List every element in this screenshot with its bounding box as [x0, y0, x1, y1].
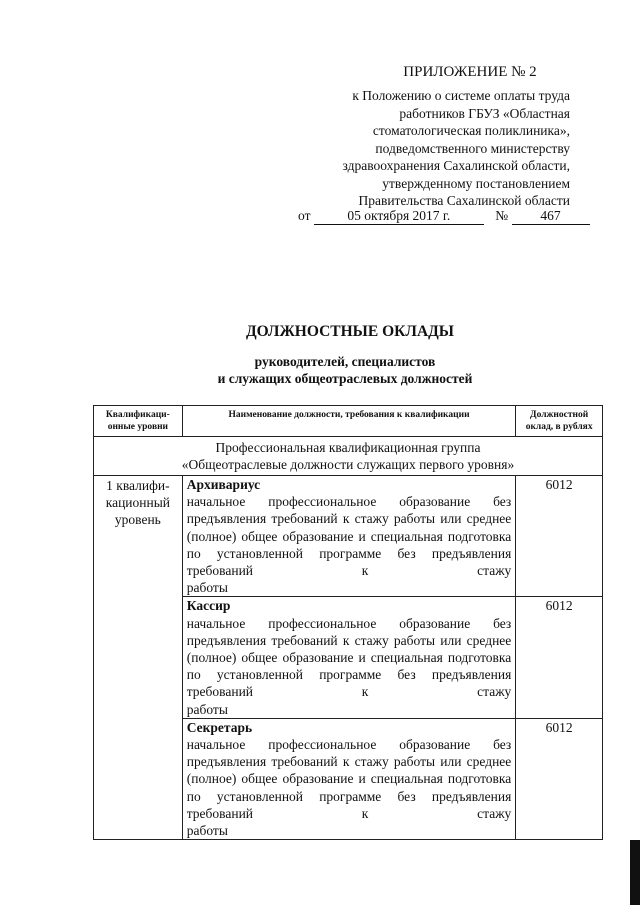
subtitle-line: руководителей, специалистов	[254, 354, 436, 369]
group-line: Профессиональная квалификационная группа	[215, 440, 481, 455]
appendix-line: к Положению о системе оплаты труда	[352, 88, 570, 103]
document-heading	[0, 323, 640, 387]
appendix-title: ПРИЛОЖЕНИЕ № 2	[403, 64, 537, 80]
column-header-salary: Должностной оклад, в рублях	[516, 406, 603, 437]
appendix-line: Правительства Сахалинской области	[358, 193, 570, 208]
appendix-text	[300, 87, 600, 210]
date-prefix: от	[298, 208, 311, 223]
group-line: «Общеотраслевые должности служащих первого уровня»	[181, 457, 515, 472]
appendix-line: здравоохранения Сахалинской области,	[342, 158, 570, 173]
position-requirement: начальное профессиональное образование без предъявления требований к стажу работы или среднее (полное) общее образование и специальная подготовка по установленной программе без предъявления требований к стажу	[186, 615, 512, 700]
position-title: Кассир	[186, 598, 231, 614]
appendix-line: стоматологическая поликлиника»,	[372, 123, 570, 138]
position-requirement-end: работы	[186, 823, 228, 839]
page-title: ДОЛЖНОСТНЫЕ ОКЛАДЫ	[245, 323, 455, 340]
position-title: Секретарь	[186, 719, 253, 735]
appendix-line: утвержденному постановлением	[382, 175, 570, 191]
table-row	[94, 476, 603, 597]
position-cell	[182, 476, 516, 597]
table-header-row	[94, 406, 603, 437]
position-requirement: начальное профессиональное образование без предъявления требований к стажу работы или среднее (полное) общее образование и специальная подготовка по установленной программе без предъявления требований к стажу	[186, 737, 512, 821]
group-row	[94, 437, 603, 476]
number-prefix: №	[495, 208, 509, 223]
position-cell	[182, 597, 516, 718]
position-requirement-end: работы	[186, 701, 228, 717]
position-requirement: начальное профессиональное образование без предъявления требований к стажу работы или среднее (полное) общее образование и специальная подготовка по установленной программе без предъявления требований к стажу	[186, 494, 512, 579]
subtitle-line: и служащих общеотраслевых должностей	[217, 371, 473, 386]
column-header-position: Наименование должности, требования к квалификации	[182, 406, 516, 437]
position-cell	[182, 718, 516, 839]
position-requirement-end: работы	[186, 580, 228, 596]
appendix-date-line	[298, 208, 590, 225]
column-header-level: Квалификаци-онные уровни	[94, 406, 183, 437]
qualification-level: 1 квалифи-кационный уровень	[94, 476, 183, 840]
appendix-block	[300, 64, 600, 210]
salary-value: 6012	[516, 597, 603, 718]
position-title: Архивариус	[186, 477, 261, 492]
scan-edge-mark	[630, 840, 640, 905]
appendix-line: подведомственного министерству	[375, 140, 570, 156]
salary-value: 6012	[516, 718, 603, 839]
group-cell	[94, 437, 603, 476]
appendix-line: работников ГБУЗ «Областная	[399, 105, 570, 121]
salary-value: 6012	[516, 476, 603, 597]
salary-table	[93, 405, 603, 840]
decree-number: 467	[512, 208, 590, 225]
page-subtitle	[50, 353, 640, 387]
decree-date: 05 октября 2017 г.	[314, 208, 484, 225]
